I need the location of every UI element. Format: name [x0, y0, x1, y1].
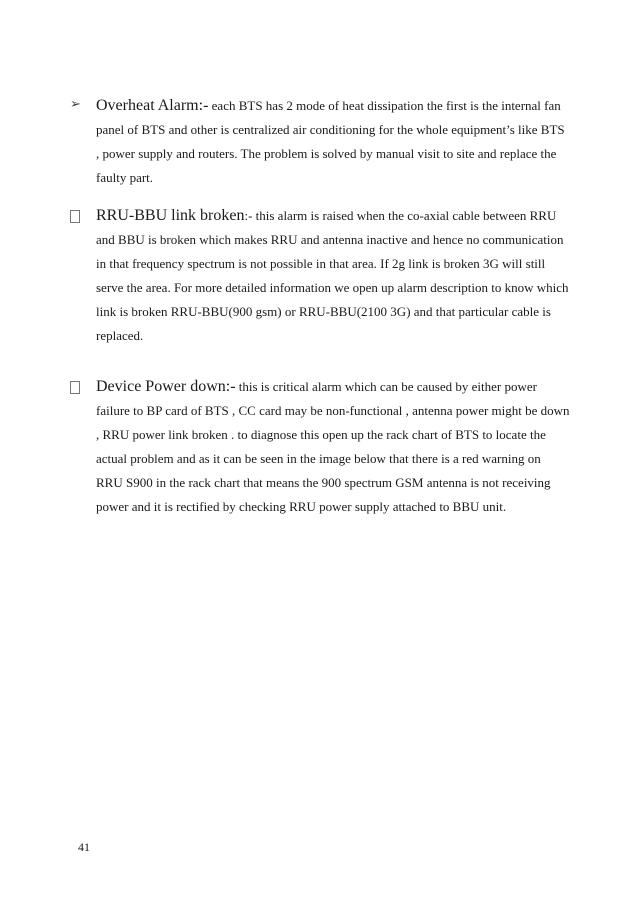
device-power-down-heading: Device Power down:-: [96, 378, 236, 395]
page-number: 41: [78, 840, 90, 854]
overheat-alarm-paragraph: [96, 94, 570, 190]
device-power-down-text: this is critical alarm which can be caused by either power failure to BP card of BTS , CC card may be non-functional , antenna power might be down , RRU power link broken . to diagnose this open up the rack chart of BTS to locate the actual problem and as it can be seen in the image below that there is a red warning on RRU S900 in the rack chart that means the 900 spectrum GSM antenna is not receiving power and it is rectified by checking RRU power supply attached to BBU unit.: [96, 379, 570, 514]
arrow-bullet-icon: ➢: [70, 97, 81, 112]
square-bullet-icon: [70, 381, 80, 394]
overheat-alarm-section: [70, 94, 570, 190]
overheat-alarm-text: each BTS has 2 mode of heat dissipation the first is the internal fan panel of BTS and other is centralized air conditioning for the whole equipment’s like BTS , power supply and routers. The problem is solved by manual visit to site and replace the faulty part.: [96, 98, 565, 185]
rru-bbu-link-heading: RRU-BBU link broken: [96, 207, 245, 224]
overheat-alarm-heading: Overheat Alarm:-: [96, 97, 209, 114]
rru-bbu-link-text: :- this alarm is raised when the co-axial cable between RRU and BBU is broken which makes RRU and antenna inactive and hence no communication in that frequency spectrum is not possible in that area. If 2g link is broken 3G will still serve the area. For more detailed information we open up alarm description to know which link is broken RRU-BBU(900 gsm) or RRU-BBU(2100 3G) and that particular cable is replaced.: [96, 208, 569, 343]
rru-bbu-link-paragraph: [96, 204, 570, 348]
square-bullet-icon: [70, 210, 80, 223]
device-power-down-section: [70, 375, 570, 519]
rru-bbu-link-section: [70, 204, 570, 348]
device-power-down-paragraph: [96, 375, 570, 519]
